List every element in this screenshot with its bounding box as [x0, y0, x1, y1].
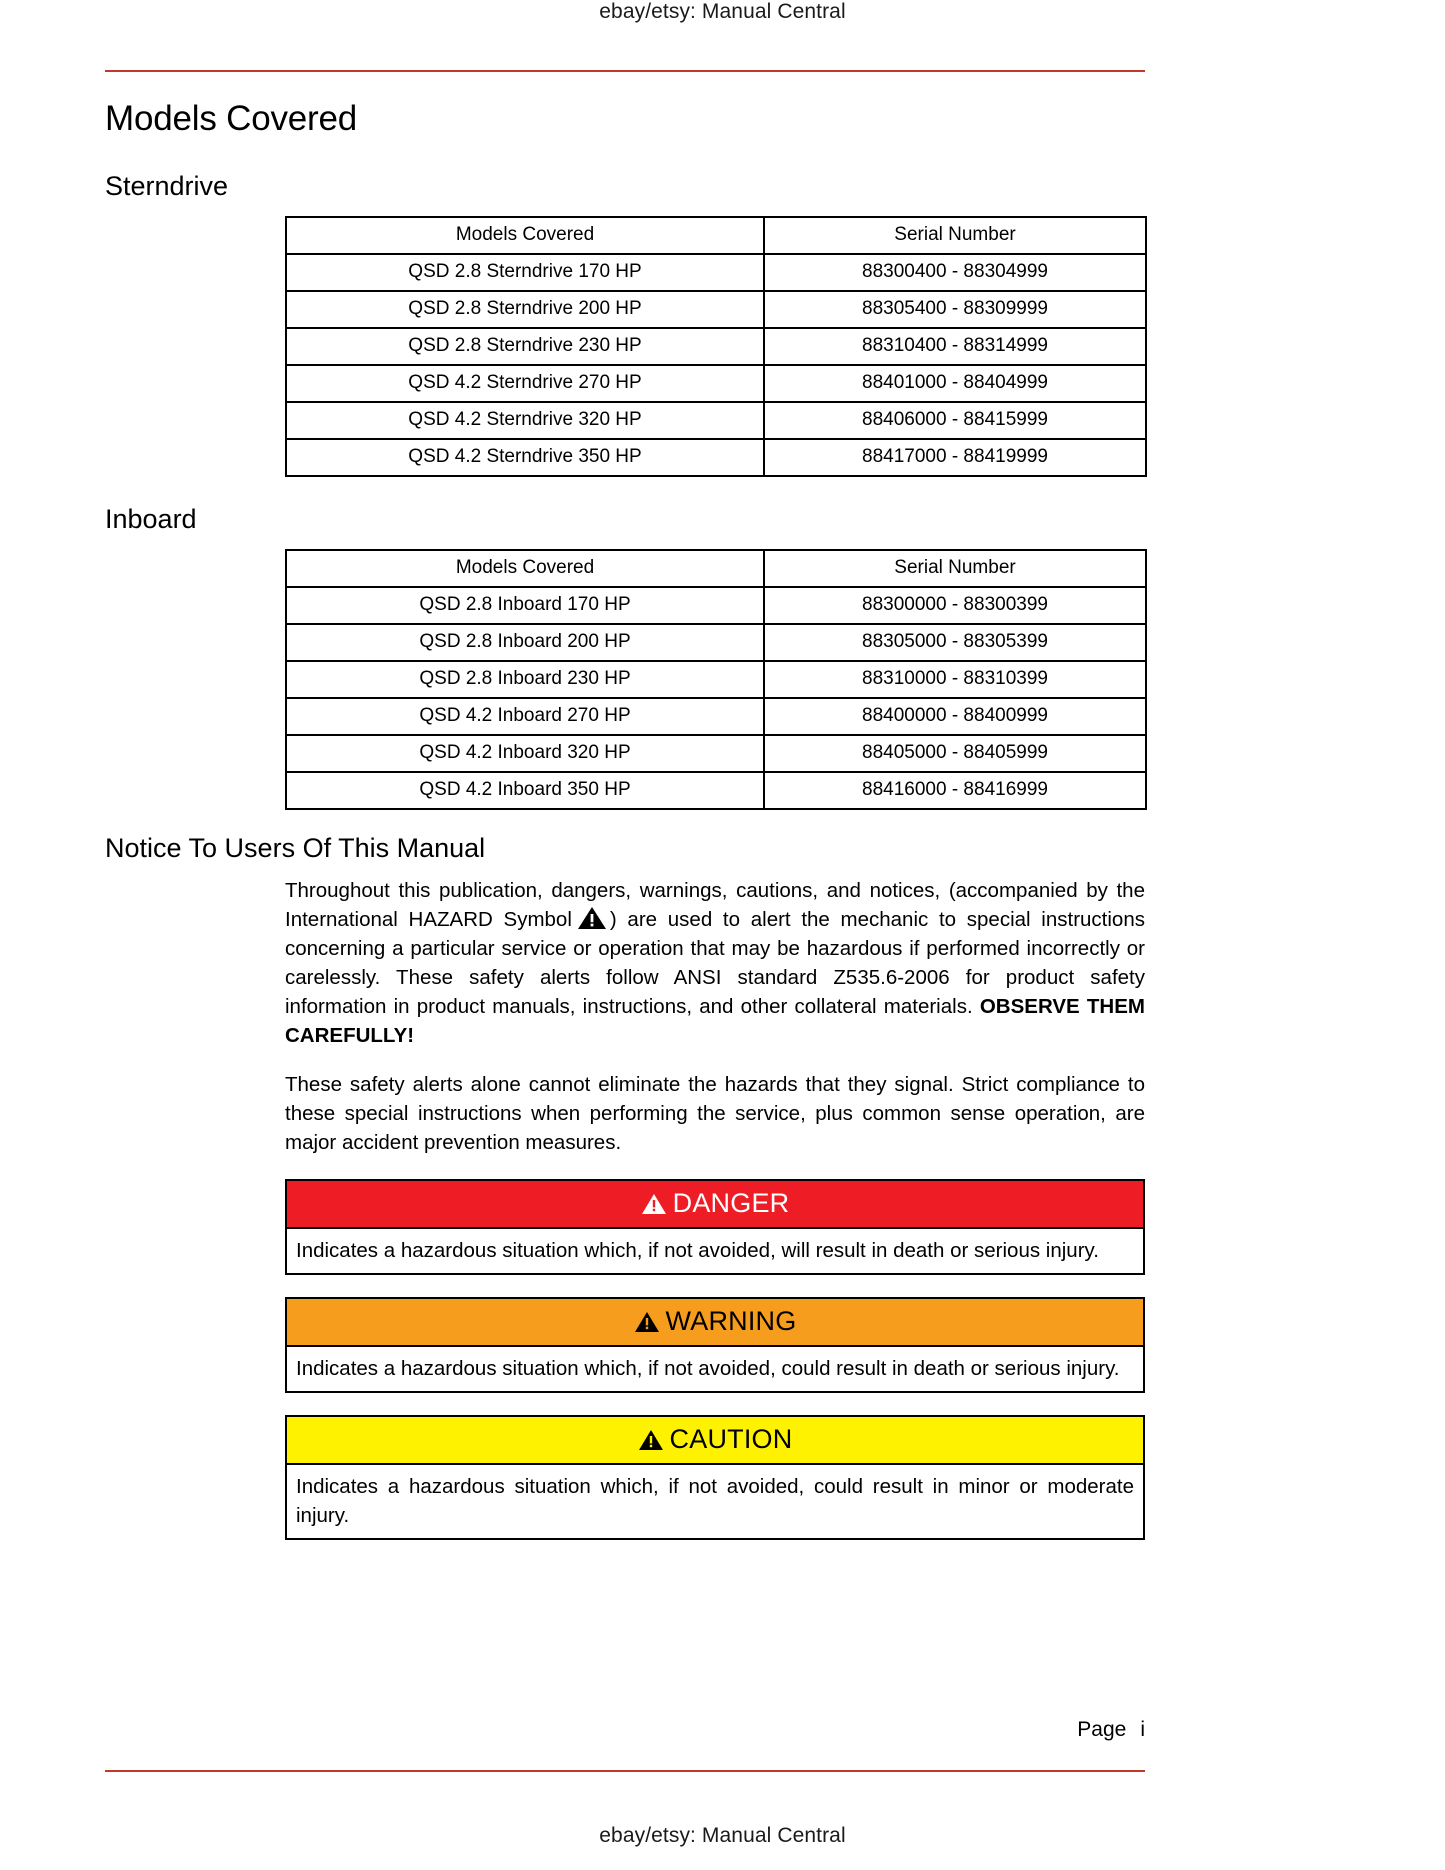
alert-description: Indicates a hazardous situation which, if not avoided, could result in minor or moderate injury.	[287, 1463, 1143, 1538]
inboard-table-wrapper	[285, 549, 1145, 810]
notice-paragraph-2: These safety alerts alone cannot eliminate the hazards that they signal. Strict compliance to these special instructions when performing the service, plus common sense operation, are major accident prevention measures.	[285, 1073, 1145, 1154]
cell-serial: 88400000 - 88400999	[764, 698, 1146, 735]
cell-serial: 88305400 - 88309999	[764, 291, 1146, 328]
cell-model: QSD 2.8 Inboard 170 HP	[286, 587, 764, 624]
table-row	[286, 587, 1146, 624]
cell-serial: 88310000 - 88310399	[764, 661, 1146, 698]
alert-banner-caution	[287, 1417, 1143, 1463]
table-header	[286, 550, 1146, 587]
cell-model: QSD 4.2 Sterndrive 270 HP	[286, 365, 764, 402]
cell-serial: 88310400 - 88314999	[764, 328, 1146, 365]
safety-alert-warning	[285, 1297, 1145, 1393]
hazard-triangle-icon	[634, 1305, 660, 1327]
cell-serial: 88416000 - 88416999	[764, 772, 1146, 809]
hazard-triangle-icon	[641, 1187, 667, 1209]
cell-serial: 88405000 - 88405999	[764, 735, 1146, 772]
cell-model: QSD 2.8 Sterndrive 230 HP	[286, 328, 764, 365]
page-title: Models Covered	[105, 99, 358, 138]
column-header-models: Models Covered	[286, 217, 764, 254]
table-row	[286, 365, 1146, 402]
table-row	[286, 698, 1146, 735]
hazard-triangle-icon	[577, 906, 607, 930]
table-row	[286, 735, 1146, 772]
watermark-footer: ebay/etsy: Manual Central	[599, 1824, 846, 1847]
column-header-serial: Serial Number	[764, 217, 1146, 254]
section-heading-notice: Notice To Users Of This Manual	[105, 833, 486, 863]
cell-model: QSD 4.2 Sterndrive 320 HP	[286, 402, 764, 439]
cell-model: QSD 4.2 Inboard 320 HP	[286, 735, 764, 772]
table-row	[286, 254, 1146, 291]
table-row	[286, 772, 1146, 809]
watermark-header: ebay/etsy: Manual Central	[599, 0, 846, 23]
cell-model: QSD 4.2 Inboard 270 HP	[286, 698, 764, 735]
table-row	[286, 402, 1146, 439]
table-header-row	[286, 550, 1146, 587]
alert-banner-danger	[287, 1181, 1143, 1227]
table-row	[286, 661, 1146, 698]
table-row	[286, 624, 1146, 661]
cell-serial: 88300000 - 88300399	[764, 587, 1146, 624]
notice-para1-emphasis: OBSERVE THEM CAREFULLY!	[285, 995, 1145, 1047]
alert-level-label: WARNING	[665, 1306, 797, 1336]
cell-model: QSD 4.2 Inboard 350 HP	[286, 772, 764, 809]
notice-body	[285, 876, 1145, 1157]
inboard-models-table	[285, 549, 1147, 810]
footer-rule	[105, 1770, 1145, 1772]
section-heading-sterndrive: Sterndrive	[105, 171, 229, 201]
page-content	[105, 92, 1145, 1540]
alert-banner-warning	[287, 1299, 1143, 1345]
safety-alert-group	[285, 1179, 1145, 1540]
sterndrive-models-table	[285, 216, 1147, 477]
table-row	[286, 291, 1146, 328]
column-header-serial: Serial Number	[764, 550, 1146, 587]
alert-level-label: CAUTION	[669, 1424, 793, 1454]
alert-description: Indicates a hazardous situation which, if not avoided, will result in death or serious injury.	[287, 1227, 1143, 1273]
cell-model: QSD 2.8 Sterndrive 200 HP	[286, 291, 764, 328]
table-body	[286, 254, 1146, 476]
table-header	[286, 217, 1146, 254]
cell-model: QSD 2.8 Sterndrive 170 HP	[286, 254, 764, 291]
table-row	[286, 439, 1146, 476]
column-header-models: Models Covered	[286, 550, 764, 587]
notice-para1-part2: ) are used to alert the mechanic to special instructions concerning a particular service or operation that may be hazardous if performed incorrectly or carelessly. These safety alerts follow ANSI standard Z535.6-2006 for product safety information in product manuals, instructions, and other collateral materials.	[285, 908, 1145, 1018]
cell-serial: 88305000 - 88305399	[764, 624, 1146, 661]
page-label: Page	[1077, 1718, 1127, 1741]
hazard-triangle-icon	[638, 1423, 664, 1445]
cell-serial: 88417000 - 88419999	[764, 439, 1146, 476]
cell-serial: 88401000 - 88404999	[764, 365, 1146, 402]
safety-alert-danger	[285, 1179, 1145, 1275]
cell-model: QSD 4.2 Sterndrive 350 HP	[286, 439, 764, 476]
notice-paragraph-1	[285, 876, 1145, 1050]
table-row	[286, 328, 1146, 365]
sterndrive-table-wrapper	[285, 216, 1145, 477]
section-heading-inboard: Inboard	[105, 504, 197, 534]
page-footer-number	[105, 1718, 1145, 1742]
safety-alert-caution	[285, 1415, 1145, 1540]
table-body	[286, 587, 1146, 809]
table-header-row	[286, 217, 1146, 254]
cell-serial: 88300400 - 88304999	[764, 254, 1146, 291]
header-rule	[105, 70, 1145, 72]
alert-description: Indicates a hazardous situation which, if not avoided, could result in death or serious injury.	[287, 1345, 1143, 1391]
page-number: i	[1140, 1718, 1145, 1741]
cell-model: QSD 2.8 Inboard 200 HP	[286, 624, 764, 661]
notice-para1-part1: Throughout this publication, dangers, warnings, cautions, and notices, (accompanied by the International HAZARD Symbol	[285, 879, 1145, 931]
cell-model: QSD 2.8 Inboard 230 HP	[286, 661, 764, 698]
alert-level-label: DANGER	[672, 1188, 790, 1218]
cell-serial: 88406000 - 88415999	[764, 402, 1146, 439]
